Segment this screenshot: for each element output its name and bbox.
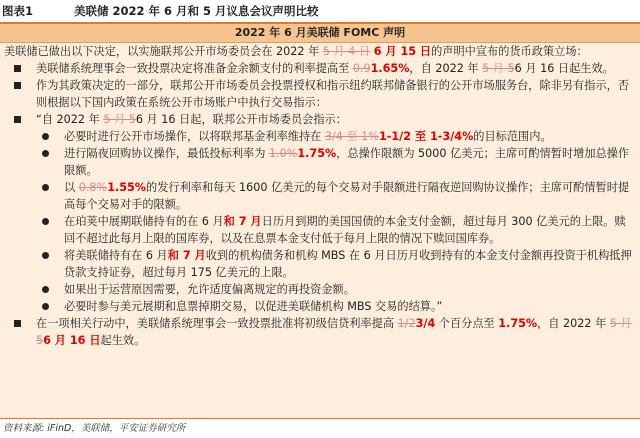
sub1-text-2: 的目标范围内。 — [473, 130, 552, 143]
item-1 — [0, 60, 640, 77]
sub2-text-1: 进行隔夜回购协议操作，最低投标利率为 — [64, 147, 269, 160]
sub-item-5 — [0, 247, 640, 281]
round-bullet-icon — [42, 133, 49, 140]
item1-text-2: ，自 2022 年 — [409, 62, 483, 75]
sub-item-2 — [0, 145, 640, 179]
item1-added: 1.65% — [370, 62, 410, 75]
sub2-deleted: 1.0% — [268, 147, 298, 160]
item4-text-3: ，自 2022 年 — [537, 317, 610, 330]
item4-text-1: 在一项相关行动中，美联储系统理事会一致投票批准将初级信贷利率提高 — [36, 317, 398, 330]
sub4-text-1: 在珀荚中展期联储持有的在 6 月 — [64, 215, 224, 228]
sub6-text: 如果出于运营原因需要，允许适度偏离规定的再投资金额。 — [64, 283, 355, 296]
round-bullet-icon — [42, 184, 49, 191]
item1-text-1: 美联储系统理事会一致投票决定将准备金余额支付的利率提高至 — [36, 62, 353, 75]
item1-deleted-2: 5 月 5 — [482, 62, 515, 75]
source-footer: 资料来源: iFinD，美联储，平安证券研究所 — [0, 418, 640, 437]
sub3-added: 1.55% — [107, 181, 146, 194]
intro-added: 6 月 15 日 — [373, 45, 432, 58]
sub3-text-2: 的发行利率和每天 1600 亿美元的每个交易对手限额进行隔夜逆回购协议操作；主席可酌情暂时提高每个交易对手的限额。 — [64, 181, 630, 211]
item-2 — [0, 77, 640, 111]
sub4-added: 和 7 月 — [223, 215, 262, 228]
square-bullet-icon — [14, 320, 21, 327]
sub2-added: 1.75% — [297, 147, 337, 160]
item4-added: 3/4 — [415, 317, 436, 330]
round-bullet-icon — [42, 150, 49, 157]
sub-item-7 — [0, 298, 640, 315]
sub-item-6 — [0, 281, 640, 298]
sub5-text-1: 将美联储持有在 6 月 — [64, 249, 168, 262]
item3-text-2: 6 月 16 日起，联邦公开市场委员会指示： — [135, 113, 347, 126]
intro-paragraph — [0, 43, 640, 60]
statement-panel — [0, 24, 640, 418]
item1-deleted: 0.9 — [352, 62, 371, 75]
item-3 — [0, 111, 640, 128]
item4-deleted: 1/2 — [397, 317, 416, 330]
sub3-text-1: 以 — [64, 181, 79, 194]
sub1-added: 1-1/2 至 1-3/4% — [378, 130, 474, 143]
figure-number: 图表1 — [2, 4, 34, 18]
square-bullet-icon — [14, 82, 21, 89]
item4-deleted-2: 5 月 5 — [36, 317, 632, 347]
sub7-text: 必要时参与美元展期和息票掉期交易，以促进美联储机构 MBS 交易的结算。” — [64, 300, 443, 313]
round-bullet-icon — [42, 252, 49, 259]
round-bullet-icon — [42, 303, 49, 310]
item3-text-1: “自 2022 年 — [36, 113, 104, 126]
sub-item-3 — [0, 179, 640, 213]
item1-text-3: 6 月 16 日起生效。 — [514, 62, 614, 75]
square-bullet-icon — [14, 65, 21, 72]
item4-text-4: 起生效。 — [100, 334, 146, 347]
sub4-text-2: 日历月到期的美国国债的本金支付金额，超过每月 300 亿美元的上限。赎回不超过此每月上限的国库券，以及在息票本金支付低于每月上限的情况下赎回国库券。 — [64, 215, 626, 245]
round-bullet-icon — [42, 286, 49, 293]
sub1-text-1: 必要时进行公开市场操作，以将联邦基金利率维持在 — [64, 130, 325, 143]
sub1-deleted: 3/4 至 1% — [324, 130, 379, 143]
item3-deleted: 5 月 5 — [103, 113, 136, 126]
sub-item-4 — [0, 213, 640, 247]
intro-text-3: 的声明中宣布的货币政策立场： — [431, 45, 588, 58]
figure-title: 美联储 2022 年 6 月和 5 月议息会议声明比较 — [74, 4, 319, 18]
panel-title: 2022 年 6 月美联储 FOMC 声明 — [0, 24, 640, 43]
sub5-added: 和 7 月 — [167, 249, 206, 262]
figure-header — [0, 0, 640, 24]
intro-deleted: 5 月 4 日 — [322, 45, 371, 58]
item4-added-3: 6 月 16 日 — [43, 334, 101, 347]
sub-item-1 — [0, 128, 640, 145]
sub3-deleted: 0.8% — [78, 181, 108, 194]
item2-text: 作为其政策决定的一部分，联邦公开市场委员会投票授权和指示纽约联邦储备银行的公开市场服务台，除非另有指示，否则根据以下国内政策在系统公开市场账户中执行交易指示： — [36, 79, 629, 109]
square-bullet-icon — [14, 116, 21, 123]
item-4 — [0, 315, 640, 349]
sub5-text-2: 收到的机构债务和机构 MBS 在 6 月日历月收到持有的本金支付金额再投资于机构抵押贷款支持证券，超过每月 175 亿美元的上限。 — [64, 249, 632, 279]
item4-added-2: 1.75% — [498, 317, 538, 330]
intro-text-1: 美联储已做出以下决定，以实施联邦公开市场委员会在 2022 年 — [4, 45, 323, 58]
sub2-text-2: ，总操作限额为 5000 亿美元；主席可酌情暂时增加总操作限额。 — [64, 147, 630, 177]
round-bullet-icon — [42, 218, 49, 225]
item4-text-2: 个百分点至 — [435, 317, 499, 330]
